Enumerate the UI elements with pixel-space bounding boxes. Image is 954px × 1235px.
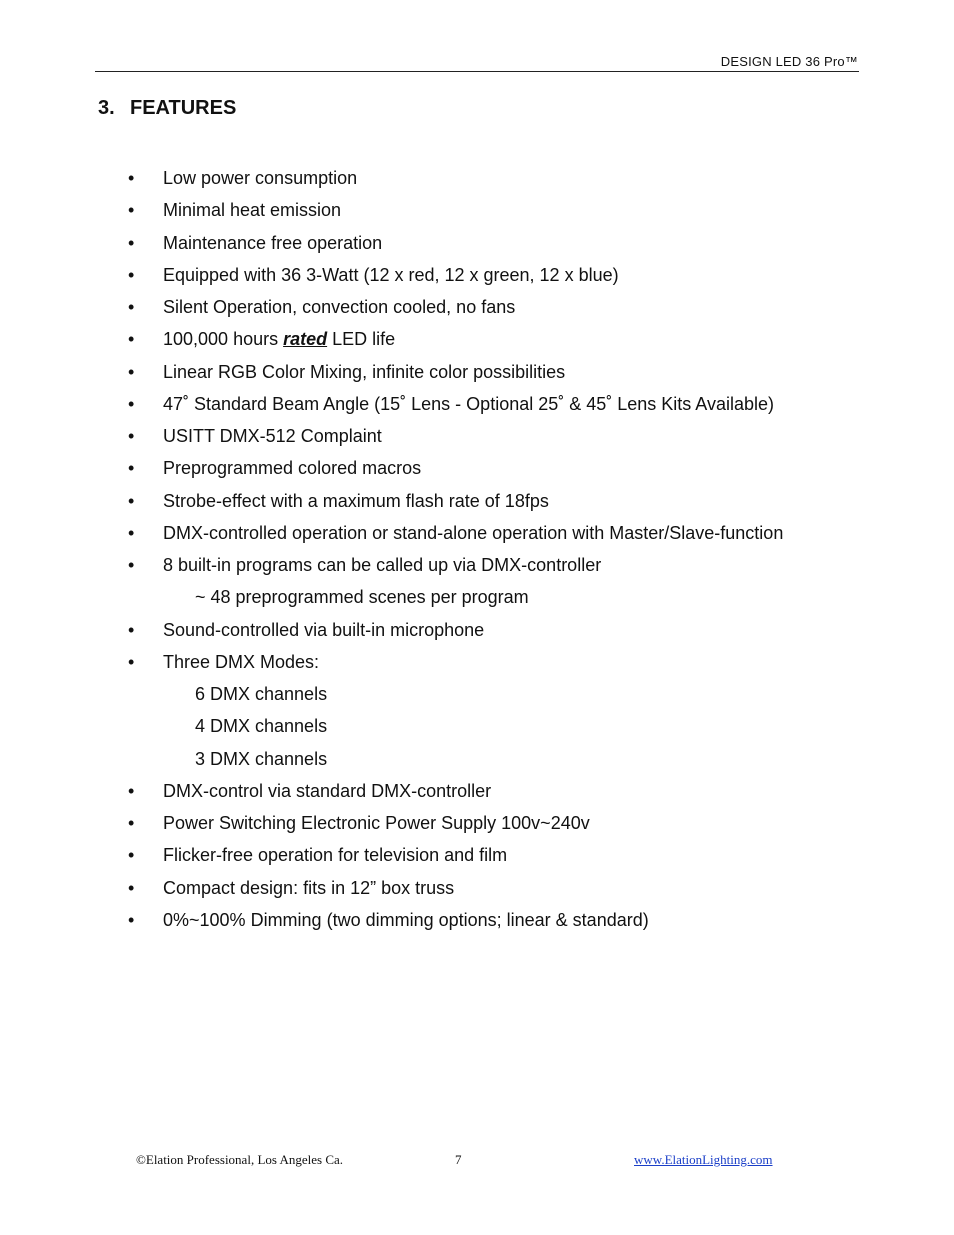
feature-item — [128, 262, 868, 294]
feature-text: Linear RGB Color Mixing, infinite color possibilities — [163, 361, 566, 382]
bullet-icon: • — [128, 329, 135, 350]
feature-text: 6 DMX channels — [195, 684, 328, 704]
feature-item — [128, 326, 868, 358]
bullet-icon: • — [128, 200, 135, 221]
feature-text: Flicker-free operation for television and film — [163, 845, 508, 866]
header-divider — [95, 71, 859, 72]
feature-text: Sound-controlled via built-in microphone — [163, 619, 485, 640]
feature-item — [128, 617, 868, 649]
features-list — [128, 165, 868, 939]
feature-text: 3 DMX channels — [195, 748, 328, 769]
bullet-icon: • — [128, 909, 135, 930]
bullet-icon: • — [128, 780, 135, 801]
feature-text: DMX-control via standard DMX-controller — [163, 780, 492, 801]
feature-item — [128, 165, 868, 197]
section-heading — [98, 97, 236, 120]
bullet-icon: • — [128, 651, 135, 672]
feature-item — [128, 197, 868, 229]
feature-item — [128, 294, 868, 326]
feature-text: 4 DMX channels — [195, 716, 328, 737]
footer-copyright: ©Elation Professional, Los Angeles Ca. — [136, 1152, 344, 1167]
feature-text: ~ 48 preprogrammed scenes per program — [195, 587, 529, 608]
feature-text: Equipped with 36 3-Watt (12 x red, 12 x green, 12 x blue) — [163, 264, 619, 285]
bullet-icon: • — [128, 232, 135, 253]
feature-item — [128, 810, 868, 842]
feature-sub-item — [128, 713, 868, 745]
website-link[interactable]: www.ElationLighting.com — [634, 1152, 773, 1167]
feature-text: Power Switching Electronic Power Supply 100v~240v — [163, 813, 590, 833]
bullet-icon: • — [128, 522, 135, 543]
feature-text: 0%~100% Dimming (two dimming options; linear & standard) — [163, 909, 649, 930]
page-number: 7 — [455, 1152, 462, 1167]
feature-text: Silent Operation, convection cooled, no fans — [163, 297, 516, 317]
feature-text-emphasis: rated — [283, 329, 328, 350]
feature-sub-item — [128, 681, 868, 713]
feature-item — [128, 391, 868, 423]
feature-item — [128, 907, 868, 939]
feature-text: 8 built-in programs can be called up via DMX-controller — [163, 555, 602, 575]
feature-text: Low power consumption — [163, 168, 358, 188]
feature-text: Minimal heat emission — [163, 200, 342, 221]
bullet-icon: • — [128, 813, 135, 833]
section-title: FEATURES — [130, 97, 237, 119]
feature-text: Compact design: fits in 12” box truss — [163, 877, 455, 898]
section-number: 3. — [98, 97, 115, 119]
feature-text: Preprogrammed colored macros — [163, 458, 422, 479]
feature-sub-item — [128, 746, 868, 778]
document-title: DESIGN LED 36 Pro™ — [720, 54, 858, 69]
feature-item — [128, 455, 868, 487]
feature-item — [128, 552, 868, 584]
feature-text-suffix: LED life — [327, 329, 396, 350]
bullet-icon: • — [128, 264, 135, 285]
feature-sub-item — [128, 584, 868, 616]
bullet-icon: • — [128, 619, 135, 640]
feature-item — [128, 875, 868, 907]
bullet-icon: • — [128, 877, 135, 898]
bullet-icon: • — [128, 426, 135, 446]
feature-item — [128, 230, 868, 262]
feature-text: Three DMX Modes: — [163, 651, 320, 672]
bullet-icon: • — [128, 297, 135, 317]
feature-item — [128, 520, 868, 552]
feature-text: DMX-controlled operation or stand-alone operation with Master/Slave-function — [163, 522, 784, 543]
bullet-icon: • — [128, 490, 135, 511]
feature-text-prefix: 100,000 hours — [163, 329, 284, 350]
feature-item — [128, 842, 868, 874]
bullet-icon: • — [128, 845, 135, 866]
feature-text: USITT DMX-512 Complaint — [163, 426, 382, 446]
feature-item — [128, 359, 868, 391]
feature-text: 47˚ Standard Beam Angle (15˚ Lens - Optional 25˚ & 45˚ Lens Kits Available) — [163, 393, 775, 414]
bullet-icon: • — [128, 168, 135, 188]
bullet-icon: • — [128, 458, 135, 479]
bullet-icon: • — [128, 393, 135, 414]
feature-item — [128, 778, 868, 810]
bullet-icon: • — [128, 361, 135, 382]
feature-text: Strobe-effect with a maximum flash rate of 18fps — [163, 490, 549, 511]
feature-item — [128, 488, 868, 520]
bullet-icon: • — [128, 555, 135, 575]
feature-text — [163, 326, 395, 352]
feature-text: Maintenance free operation — [163, 232, 383, 253]
feature-item — [128, 649, 868, 681]
feature-item — [128, 423, 868, 455]
